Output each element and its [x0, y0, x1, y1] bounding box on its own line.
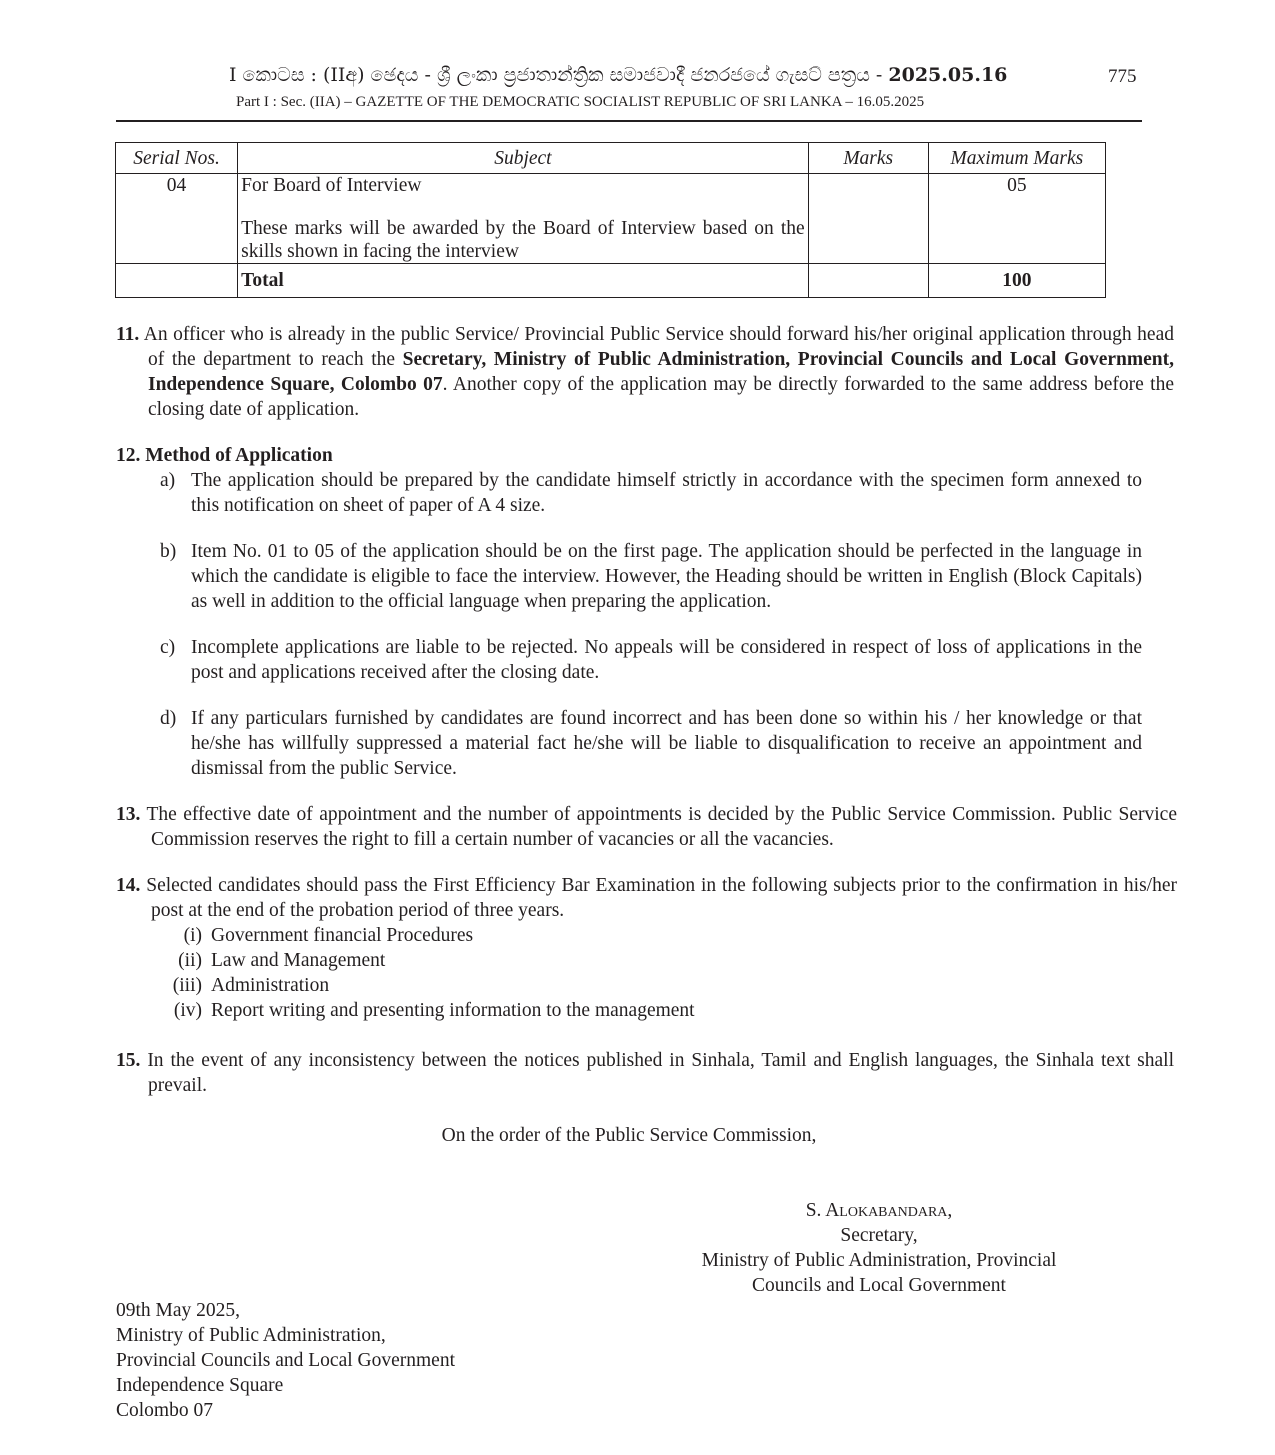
total-label: Total: [238, 264, 809, 298]
address-line: Colombo 07: [116, 1400, 213, 1421]
signatory-org-line1: Ministry of Public Administration, Provincial: [701, 1250, 1057, 1271]
marks-cell: [808, 174, 928, 264]
col-serial-header: Serial Nos.: [116, 143, 238, 174]
section-12-title: 12. Method of Application: [116, 445, 333, 466]
section-12-item-b: b) Item No. 01 to 05 of the application should be on the first page. The application should be perfected in the language in which the candidate is eligible to face the interview. However, the Heading should be written in English (Block Capitals) as well in addition to the official language when preparing the application.: [160, 541, 1142, 612]
signature-block: [680, 1198, 1078, 1298]
subject-detail: These marks will be awarded by the Board of Interview based on the skills shown in facing the interview: [241, 218, 805, 262]
list-item: (i) Government financial Procedures: [183, 925, 474, 946]
table-header-row: [116, 143, 1106, 174]
signatory-title: Secretary,: [840, 1225, 918, 1246]
section-12-item-a: a) The application should be prepared by the candidate himself strictly in accordance with the specimen form annexed to this notification on sheet of paper of A 4 size.: [160, 470, 1142, 516]
max-marks-cell: 05: [928, 174, 1105, 264]
section-12-item-d: d) If any particulars furnished by candidates are found incorrect and has been done so within his / her knowledge or that he/she has willfully suppressed a material fact he/she will be liable to disqualification to receive an appointment and dismissal from the public Service.: [160, 708, 1142, 779]
section-11-number: 11.: [116, 324, 140, 345]
section-11-address: Secretary, Ministry of Public Administration, Provincial Councils and Local Government, Independence Square, Colombo 07: [148, 349, 1175, 395]
section-14: 14. Selected candidates should pass the First Efficiency Bar Examination in the following subjects prior to the confirmation in his/her post at the end of the probation period of three years.: [116, 875, 1177, 921]
page-number: 775: [1108, 66, 1137, 87]
col-subject-header: Subject: [238, 143, 809, 174]
subject-title: For Board of Interview: [241, 175, 422, 196]
list-item: (ii) Law and Management: [178, 950, 386, 971]
section-15: 15. In the event of any inconsistency between the notices published in Sinhala, Tamil and English languages, the Sinhala text shall prevail.: [116, 1050, 1174, 1096]
address-line: Provincial Councils and Local Government: [116, 1350, 456, 1371]
col-max-marks-header: Maximum Marks: [928, 143, 1105, 174]
address-block: [116, 1298, 455, 1423]
section-12-item-c: c) Incomplete applications are liable to be rejected. No appeals will be considered in respect of loss of applications in the post and applications received after the closing date.: [160, 637, 1142, 683]
marks-table: [115, 142, 1106, 298]
total-max-marks: 100: [928, 264, 1105, 298]
subject-cell: [238, 174, 809, 264]
section-14-number: 14.: [116, 875, 141, 896]
list-item: (iii) Administration: [172, 975, 330, 996]
signatory-org-line2: Councils and Local Government: [752, 1275, 1006, 1296]
section-13: 13. The effective date of appointment and the number of appointments is decided by the Public Service Commission. Public Service Commission reserves the right to fill a certain number of vacancies or all the vacancies.: [116, 804, 1177, 850]
header-sinhala-text: I කොටස : (IIඅ) ඡෙදය - ශ්‍රී ලංකා ප්‍රජාතාන්ත්‍රික සමාජවාදී ජනරජයේ ගැසට් පත්‍රය -: [229, 64, 889, 86]
section-15-number: 15.: [116, 1050, 141, 1071]
header-sinhala-date: 2025.05.16: [888, 64, 1008, 86]
section-11: 11. An officer who is already in the public Service/ Provincial Public Service should forward his/her original application through head of the department to reach the Secretary, Ministry of Public Administration, Provincial Councils and Local Government, Independence Square, Colombo 07. Another copy of the application may be directly forwarded to the same address before the closing date of application.: [116, 324, 1175, 420]
gazette-header-english: Part I : Sec. (IIA) – GAZETTE OF THE DEMOCRATIC SOCIALIST REPUBLIC OF SRI LANKA – 16.05.2025: [236, 94, 925, 110]
gazette-header-sinhala: [229, 64, 1049, 86]
section-13-number: 13.: [116, 804, 141, 825]
address-line: Independence Square: [116, 1375, 284, 1396]
list-item: (iv) Report writing and presenting information to the management: [173, 1000, 695, 1021]
address-line: Ministry of Public Administration,: [116, 1325, 386, 1346]
signatory-name: S. Alokabandara,: [805, 1200, 953, 1221]
header-rule: [116, 120, 1142, 122]
table-row: [116, 174, 1106, 264]
col-marks-header: Marks: [808, 143, 928, 174]
serial-cell: 04: [116, 174, 238, 264]
notice-date: 09th May 2025,: [116, 1300, 241, 1321]
table-total-row: [116, 264, 1106, 298]
order-line: On the order of the Public Service Commission,: [441, 1125, 817, 1146]
